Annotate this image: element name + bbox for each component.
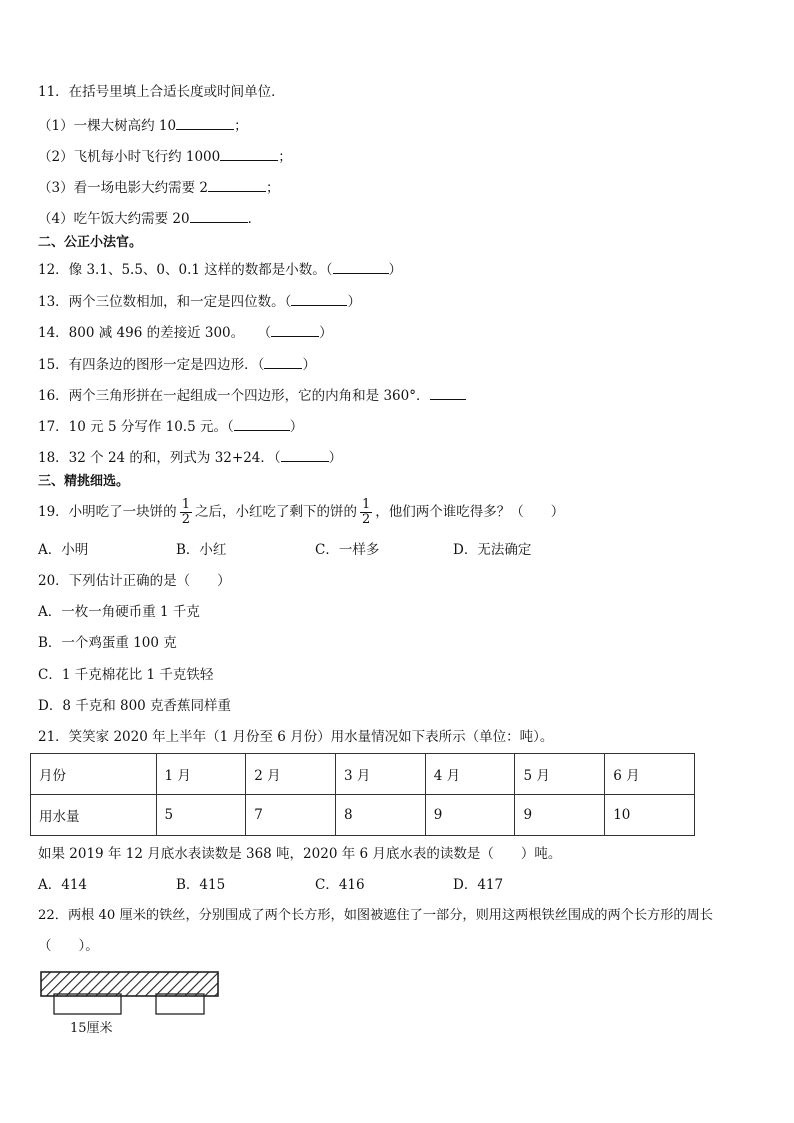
table-header-cell: 6 月 [605, 754, 695, 795]
q17: 17．10 元 5 分写作 10.5 元。（ ） [38, 416, 303, 436]
q11-item-1: （1）一棵大树高约 10 ； [38, 115, 248, 135]
table-row [31, 795, 695, 836]
table-header-cell: 1 月 [156, 754, 246, 795]
table-header-cell: 4 月 [425, 754, 515, 795]
q20-option-c[interactable]: C．1 千克棉花比 1 千克铁轻 [38, 667, 214, 683]
table-header-cell: 2 月 [246, 754, 336, 795]
q11-stem: 11．在括号里填上合适长度或时间单位． [38, 84, 285, 100]
q11-item-3: （3）看一场电影大约需要 2 ； [38, 177, 279, 197]
q20-option-a[interactable]: A．一枚一角硬币重 1 千克 [38, 604, 200, 620]
q19-option-b[interactable]: B．小红 [176, 542, 227, 558]
covering-board [41, 972, 218, 996]
table-header-cell: 月份 [31, 754, 157, 795]
table-cell: 5 [156, 795, 246, 836]
q20-option-d[interactable]: D．8 千克和 800 克香蕉同样重 [38, 698, 232, 714]
q16: 16．两个三角形拼在一起组成一个四边形，它的内角和是 360°． [38, 385, 466, 405]
q22-line-1: 22．两根 40 厘米的铁丝，分别围成了两个长方形，如图被遮住了一部分，则用这两根铁丝围成的两个长方形的周长 [38, 908, 713, 923]
q20-option-b[interactable]: B．一个鸡蛋重 100 克 [38, 635, 177, 651]
q12: 12．像 3.1、5.5、0、0.1 这样的数都是小数。（ ） [38, 259, 402, 279]
figure-label-15cm: 15厘米 [70, 1021, 113, 1036]
q21-followup: 如果 2019 年 12 月底水表读数是 368 吨，2020 年 6 月底水表的读数是（ ）吨。 [38, 846, 562, 862]
answer-blank[interactable] [271, 322, 319, 337]
answer-blank[interactable] [430, 385, 466, 400]
rectangle-left [54, 994, 121, 1014]
q20-stem: 20．下列估计正确的是（ ） [38, 573, 231, 589]
q21-stem: 21．笑笑家 2020 年上半年（1 月份至 6 月份）用水量情况如下表所示（单位：吨）。 [38, 729, 554, 745]
section-3-heading: 三、精挑细选。 [38, 474, 130, 489]
q14: 14．800 减 496 的差接近 300。 （ ） [38, 322, 333, 342]
table-header-cell: 5 月 [515, 754, 605, 795]
q21-option-d[interactable]: D．417 [453, 877, 504, 893]
q11-item-2: （2）飞机每小时飞行约 1000 ； [38, 146, 292, 166]
answer-blank[interactable] [208, 177, 266, 192]
q19-option-d[interactable]: D．无法确定 [453, 542, 532, 558]
answer-blank[interactable] [291, 291, 347, 306]
q21-option-a[interactable]: A．414 [38, 877, 88, 893]
table-cell: 用水量 [31, 795, 157, 836]
water-usage-table [30, 753, 695, 836]
table-cell: 8 [335, 795, 425, 836]
q18: 18．32 个 24 的和，列式为 32+24．（ ） [38, 447, 342, 467]
q21-option-b[interactable]: B．415 [176, 877, 226, 893]
answer-blank[interactable] [264, 354, 302, 369]
table-cell: 9 [425, 795, 515, 836]
fraction-one-half: $\frac{1}{2}$ [361, 497, 371, 527]
answer-blank[interactable] [190, 208, 248, 223]
table-cell: 7 [246, 795, 336, 836]
answer-blank[interactable] [234, 416, 290, 431]
table-header-cell: 3 月 [335, 754, 425, 795]
q19-stem: 19．小明吃了一块饼的 $\frac{1}{2}$ 之后，小红吃了剩下的饼的 $\frac{1}{2}$ ，他们两个谁吃得多？（ ） [38, 497, 565, 527]
fraction-one-half: $\frac{1}{2}$ [181, 497, 190, 527]
answer-blank[interactable] [220, 146, 278, 161]
q19-option-c[interactable]: C．一样多 [315, 542, 380, 558]
table-cell: 9 [515, 795, 605, 836]
answer-blank[interactable] [281, 447, 329, 462]
q15: 15．有四条边的图形一定是四边形．（ ） [38, 354, 316, 374]
q21-option-c[interactable]: C．416 [315, 877, 365, 893]
q13: 13．两个三位数相加，和一定是四位数。（ ） [38, 291, 361, 311]
section-2-heading: 二、公正小法官。 [38, 235, 143, 250]
q19-option-a[interactable]: A．小明 [38, 542, 89, 558]
answer-blank[interactable] [176, 115, 234, 130]
q22-line-2: （ ）。 [38, 938, 99, 954]
table-cell: 10 [605, 795, 695, 836]
answer-blank[interactable] [333, 259, 389, 274]
q11-item-4: （4）吃午饭大约需要 20 ． [38, 208, 261, 228]
rectangles-figure [36, 966, 226, 1036]
table-row [31, 754, 695, 795]
rectangle-right [156, 994, 204, 1014]
